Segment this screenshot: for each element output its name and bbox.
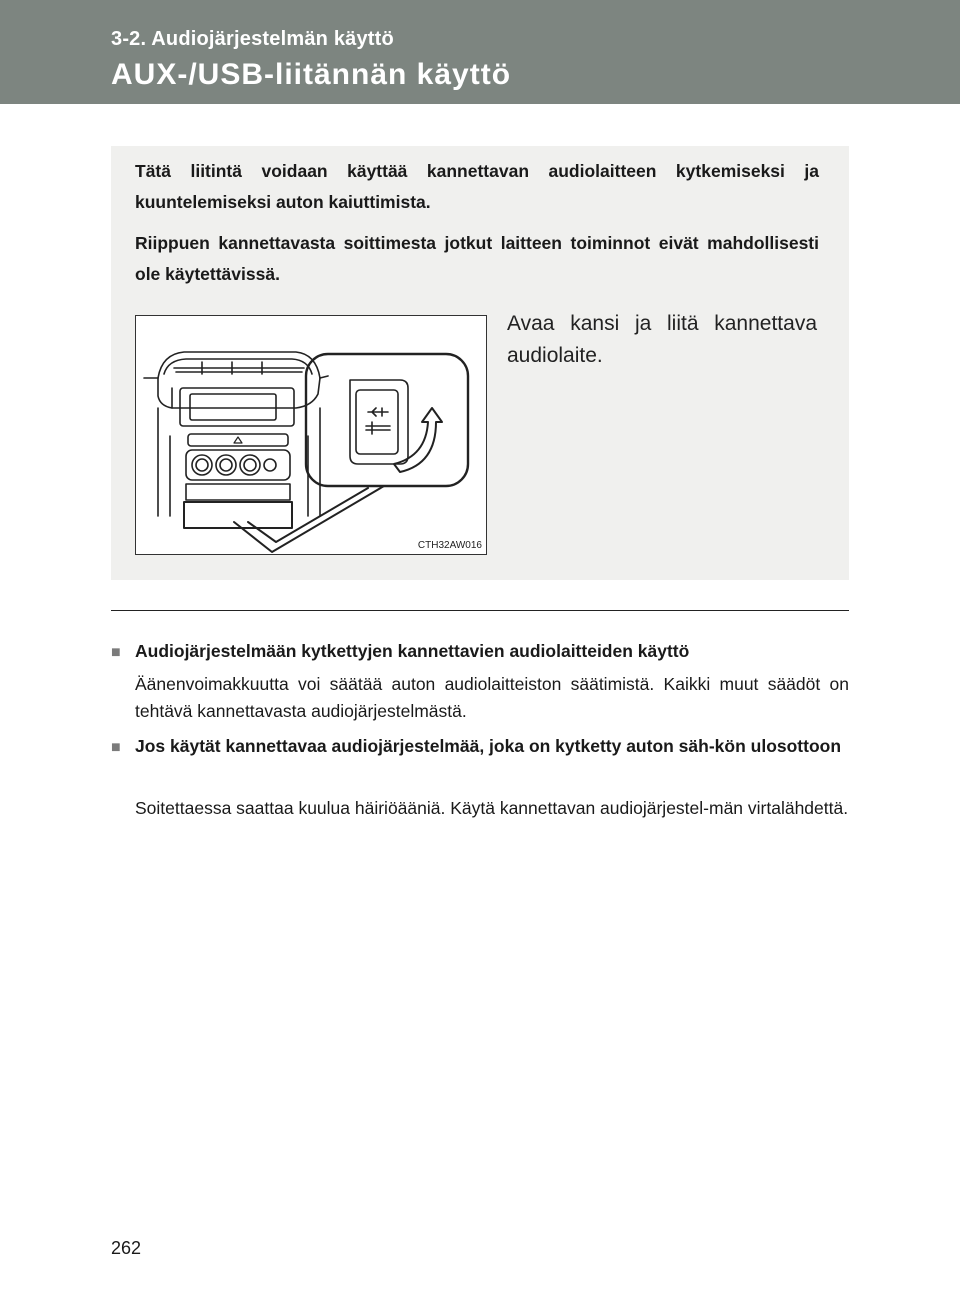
aux-usb-illustration (135, 315, 487, 555)
section-body-1: Äänenvoimakkuutta voi säätää auton audiolaitteiston säätimistä. Kaikki muut säädöt on tehtävä kannettavasta audiojärjestelmästä. (135, 674, 849, 721)
dashboard-console-drawing (136, 316, 486, 554)
section-heading-1 (111, 637, 849, 665)
section-label: 3-2. Audiojärjestelmän käyttö (111, 28, 394, 50)
bullet-square-icon: ■ (111, 644, 121, 661)
page-number: 262 (111, 1238, 142, 1258)
section-divider (111, 610, 849, 611)
section-heading-2 (111, 732, 849, 760)
page-title: AUX-/USB-liitännän käyttö (111, 58, 512, 91)
figure-callout: Avaa kansi ja liitä kannettava audiolaite. (507, 312, 817, 367)
section-heading-1-text: Audiojärjestelmään kytkettyjen kannettavien audiolaitteiden käyttö (135, 641, 690, 661)
section-body-2: Soitettaessa saattaa kuulua häiriöääniä. Käytä kannettavan audiojärjestel-män virtalähdettä. (135, 798, 849, 818)
intro-paragraph-2: Riippuen kannettavasta soittimesta jotkut laitteen toiminnot eivät mahdollisesti ole käytettävissä. (135, 233, 819, 284)
intro-box (111, 146, 849, 580)
section-heading-2-text: Jos käytät kannettavaa audiojärjestelmää, joka on kytketty auton säh-kön ulosottoon (135, 736, 842, 756)
page-header (0, 0, 960, 104)
figure-code: CTH32AW016 (417, 540, 482, 551)
bullet-square-icon: ■ (111, 739, 121, 756)
intro-paragraph-1: Tätä liitintä voidaan käyttää kannettavan audiolaitteen kytkemiseksi ja kuuntelemiseksi auton kaiuttimista. (135, 161, 819, 212)
